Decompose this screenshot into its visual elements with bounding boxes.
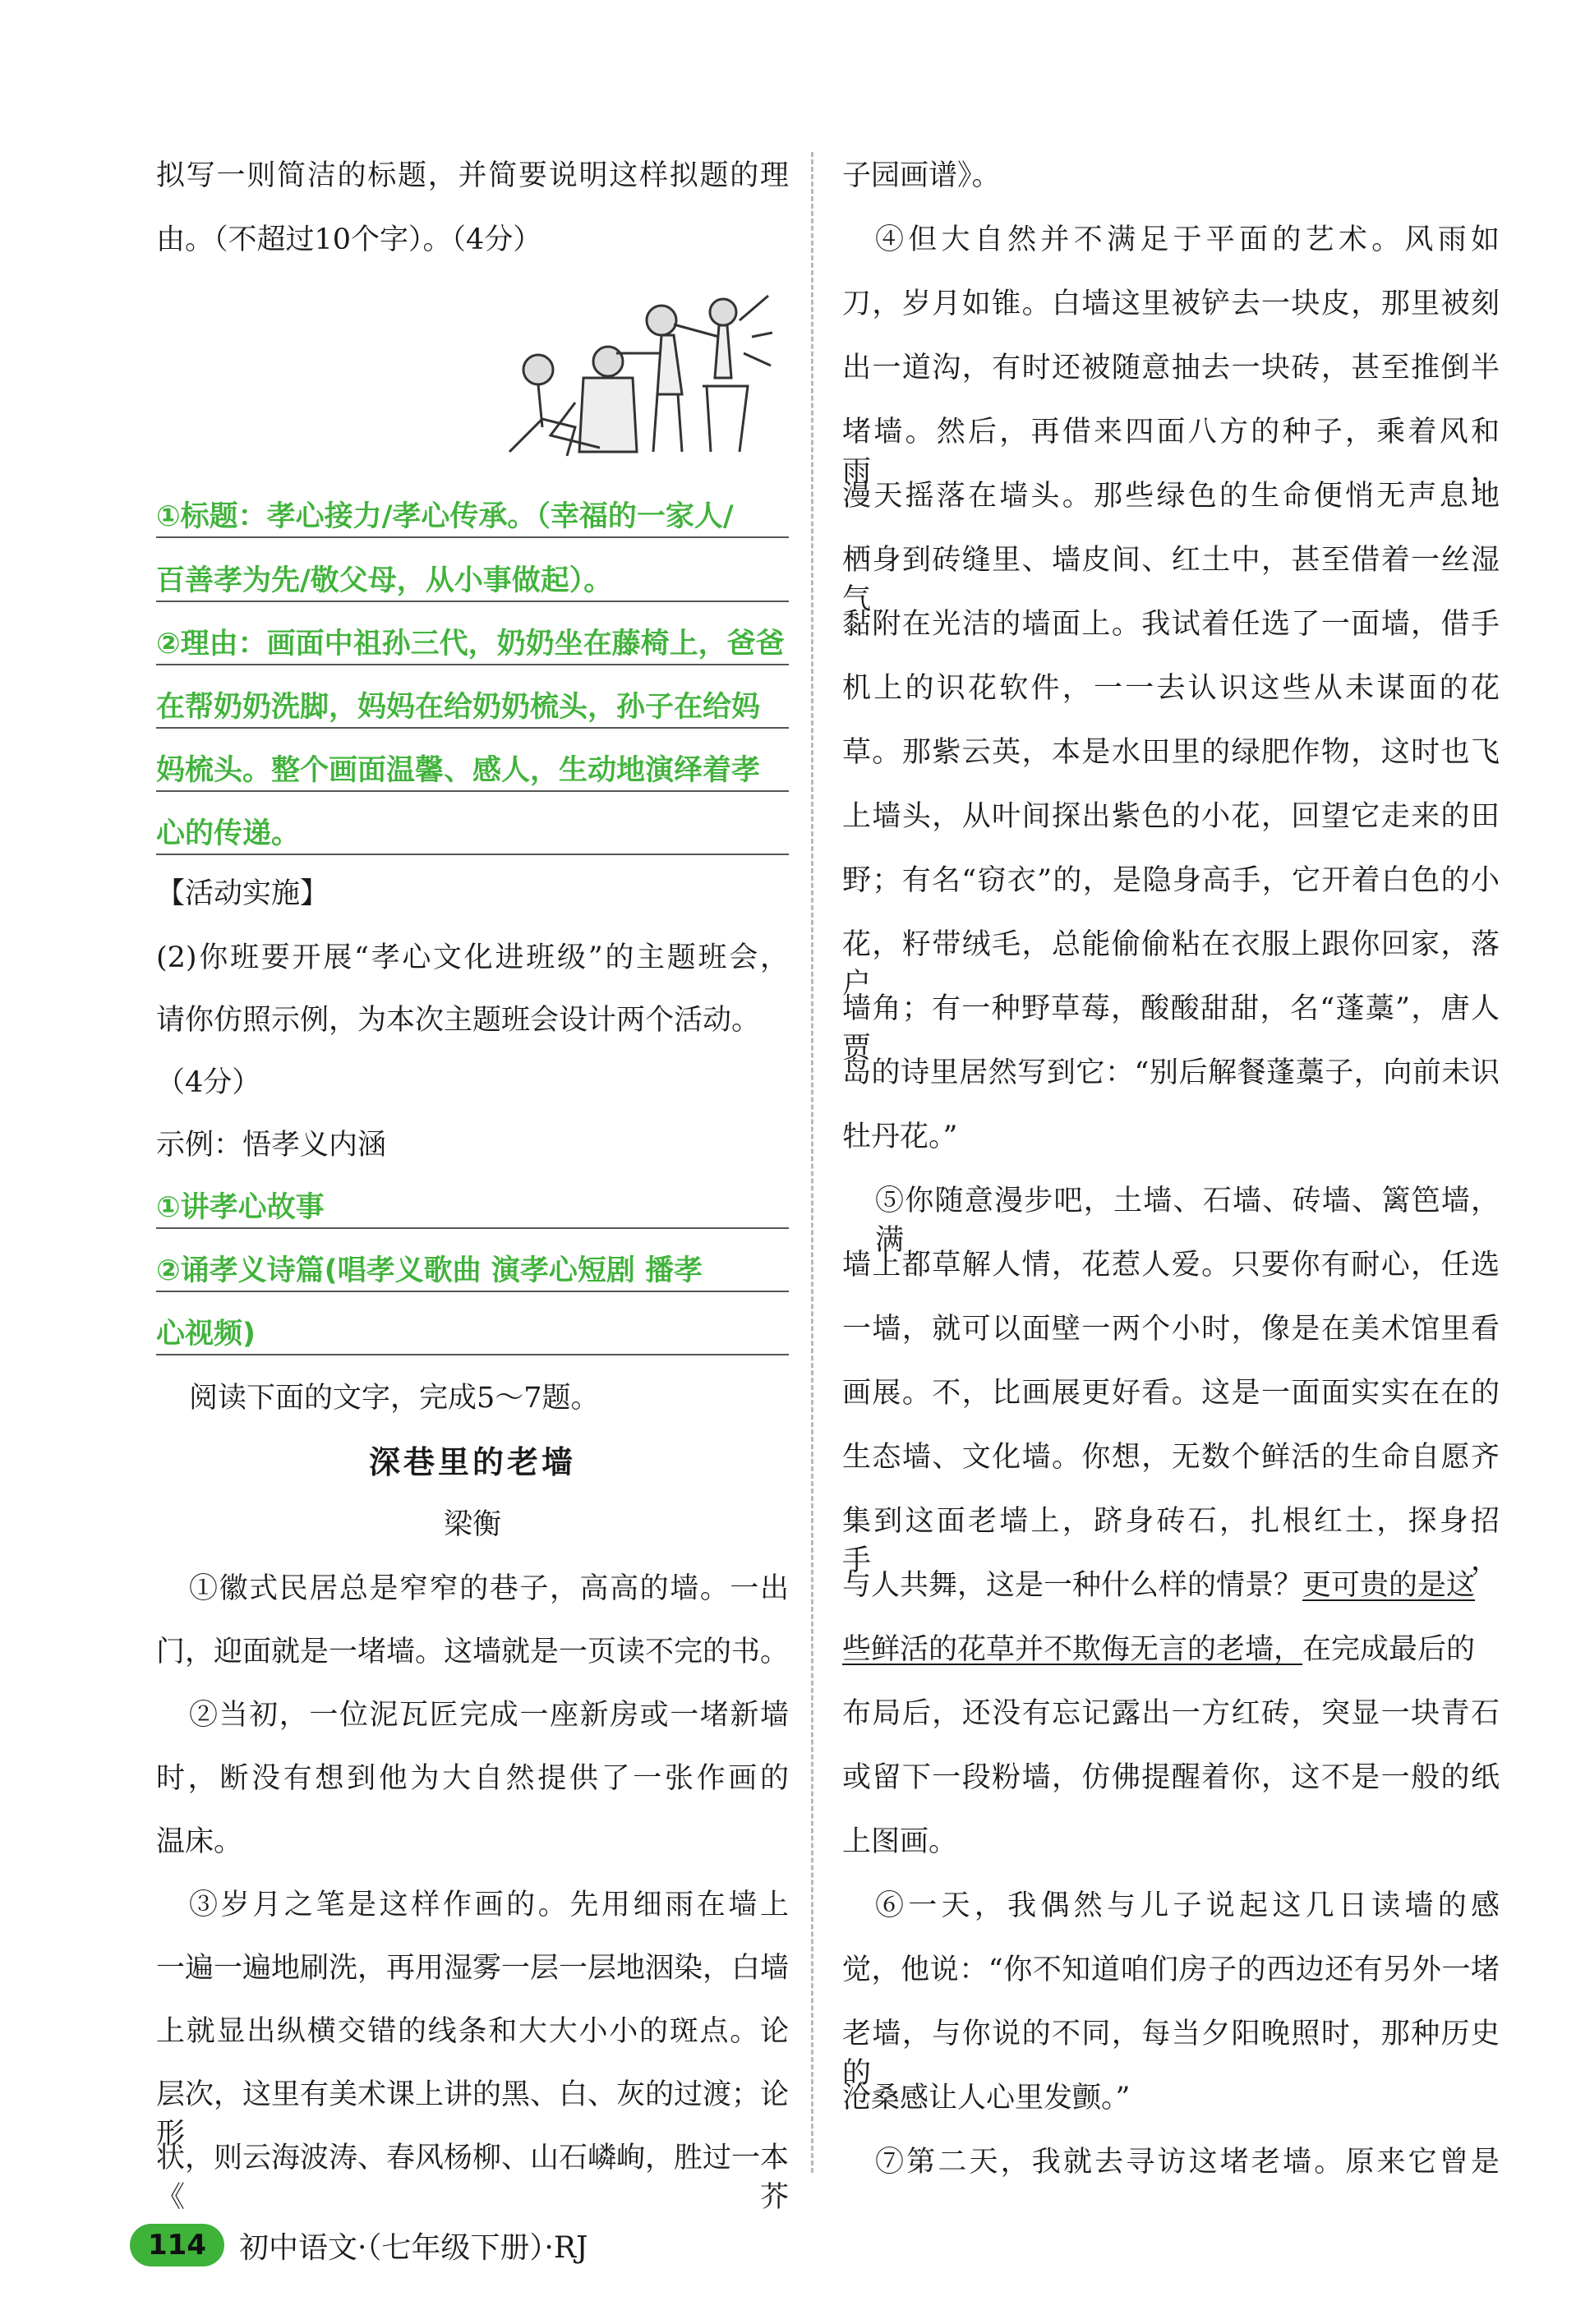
paragraph-line: 觉，他说：“你不知道咱们房子的西边还有另外一堵 bbox=[842, 1954, 1500, 1986]
paragraph-line: ④但大自然并不满足于平面的艺术。风雨如 bbox=[875, 223, 1500, 256]
underlined-sentence: 些鲜活的花草并不欺侮无言的老墙， bbox=[842, 1633, 1303, 1666]
answer-line: 妈梳头。整个画面温馨、感人，生动地演绎着孝 bbox=[156, 751, 789, 792]
paragraph-line: 时，断没有想到他为大自然提供了一张作画的 bbox=[156, 1762, 789, 1795]
paragraph-line: 生态墙、文化墙。你想，无数个鲜活的生命自愿齐 bbox=[842, 1441, 1500, 1474]
answer-line: ①讲孝心故事 bbox=[156, 1188, 789, 1229]
paragraph-line: ⑤你随意漫步吧，土墙、石墙、砖墙、篱笆墙，满 bbox=[875, 1185, 1500, 1257]
text-segment: 在完成最后的 bbox=[1302, 1633, 1476, 1666]
question-text: 拟写一则简洁的标题，并简要说明这样拟题的理 bbox=[156, 159, 789, 192]
paragraph-line: 草。那紫云英，本是水田里的绿肥作物，这时也飞 bbox=[842, 736, 1500, 769]
paragraph-line: 画展。不，比画展更好看。这是一面面实实在在的 bbox=[842, 1377, 1500, 1410]
paragraph-line: 层次，这里有美术课上讲的黑、白、灰的过渡；论形 bbox=[156, 2078, 790, 2151]
paragraph-line: 子园画谱》。 bbox=[842, 159, 1001, 192]
answer-line: ②诵孝义诗篇(唱孝义歌曲 演孝心短剧 播孝 bbox=[156, 1251, 789, 1292]
question-text: (2)你班要开展“孝心文化进班级”的主题班会， bbox=[156, 941, 789, 974]
paragraph-line: 堵墙。然后，再借来四面八方的种子，乘着风和雨， bbox=[842, 416, 1500, 488]
section-label: 【活动实施】 bbox=[156, 877, 329, 910]
page-number-badge: 114 bbox=[130, 2224, 224, 2266]
paragraph-line: 刀，岁月如锥。白墙这里被铲去一块皮，那里被刻 bbox=[842, 288, 1500, 320]
underlined-sentence: 更可贵的是这 bbox=[1302, 1569, 1476, 1602]
paragraph-line: 或留下一段粉墙，仿佛提醒着你，这不是一般的纸 bbox=[842, 1761, 1500, 1794]
page-footer bbox=[130, 2220, 588, 2270]
paragraph-line: 温床。 bbox=[156, 1825, 243, 1858]
paragraph-line: 老墙，与你说的不同，每当夕阳晚照时，那种历史的 bbox=[842, 2018, 1500, 2090]
paragraph-line: 漫天摇落在墙头。那些绿色的生命便悄无声息地 bbox=[842, 480, 1500, 513]
paragraph-line: 集到这面老墙上，跻身砖石，扎根红土，探身招手， bbox=[842, 1505, 1500, 1577]
article-author: 梁衡 bbox=[443, 1508, 501, 1541]
column-divider bbox=[811, 152, 813, 2173]
article-title: 深巷里的老墙 bbox=[368, 1443, 576, 1480]
reading-prompt: 阅读下面的文字，完成5～7题。 bbox=[189, 1382, 600, 1415]
paragraph-line bbox=[842, 1630, 1500, 1669]
paragraph-line: 出一道沟，有时还被随意抽去一块砖，甚至推倒半 bbox=[842, 352, 1500, 384]
paragraph-line: ①徽式民居总是窄窄的巷子，高高的墙。一出 bbox=[189, 1572, 789, 1605]
answer-line: 在帮奶奶洗脚，妈妈在给奶奶梳头，孙子在给妈 bbox=[156, 688, 789, 729]
paragraph-line: 野；有名“窃衣”的，是隐身高手，它开着白色的小 bbox=[842, 864, 1500, 897]
paragraph-line: 门，迎面就是一堵墙。这墙就是一页读不完的书。 bbox=[156, 1636, 790, 1668]
paragraph-line: 墙上都草解人情，花惹人爱。只要你有耐心，任选 bbox=[842, 1249, 1500, 1282]
answer-line: ①标题：孝心接力/孝心传承。（幸福的一家人/ bbox=[156, 497, 789, 538]
question-text: （4分） bbox=[156, 1066, 261, 1099]
paragraph-line bbox=[842, 1566, 1500, 1605]
answer-line: 心的传递。 bbox=[156, 814, 789, 855]
paragraph-line: 沧桑感让人心里发颤。” bbox=[842, 2082, 1131, 2115]
paragraph-line: ③岁月之笔是这样作画的。先用细雨在墙上 bbox=[189, 1889, 789, 1921]
paragraph-line: 状，则云海波涛、春风杨柳、山石嶙峋，胜过一本《芥 bbox=[156, 2142, 790, 2214]
paragraph-line: 岛的诗里居然写到它：“别后解餐蓬藁子，向前未识 bbox=[842, 1056, 1500, 1089]
book-title: 初中语文·（七年级下册）·RJ bbox=[238, 2230, 588, 2265]
paragraph-line: ②当初，一位泥瓦匠完成一座新房或一堵新墙 bbox=[189, 1699, 789, 1732]
question-text: 由。（不超过10个字）。（4分） bbox=[156, 223, 542, 256]
paragraph-line: 花，籽带绒毛，总能偷偷粘在衣服上跟你回家，落户 bbox=[842, 928, 1500, 1001]
text-segment: 与人共舞，这是一种什么样的情景？ bbox=[842, 1569, 1303, 1602]
paragraph-line: 墙角；有一种野草莓，酸酸甜甜，名“蓬藁”，唐人贾 bbox=[842, 992, 1500, 1065]
answer-line: 百善孝为先/敬父母，从小事做起）。 bbox=[156, 561, 789, 602]
paragraph-line: ⑥一天，我偶然与儿子说起这几日读墙的感 bbox=[875, 1889, 1500, 1922]
paragraph-line: 上就显出纵横交错的线条和大大小小的斑点。论 bbox=[156, 2015, 789, 2048]
paragraph-line: 上图画。 bbox=[842, 1825, 958, 1858]
paragraph-line: 机上的识花软件，一一去认识这些从未谋面的花 bbox=[842, 672, 1500, 705]
answer-line: 心视频) bbox=[156, 1314, 789, 1355]
paragraph-line: 栖身到砖缝里、墙皮间、红土中，甚至借着一丝湿气 bbox=[842, 544, 1500, 616]
question-text: 请你仿照示例，为本次主题班会设计两个活动。 bbox=[156, 1004, 761, 1037]
paragraph-line: ⑦第二天，我就去寻访这堵老墙。原来它曾是 bbox=[875, 2146, 1500, 2179]
paragraph-line: 一墙，就可以面壁一两个小时，像是在美术馆里看 bbox=[842, 1313, 1500, 1346]
paragraph-line: 牡丹花。” bbox=[842, 1121, 958, 1153]
question-example: 示例：悟孝义内涵 bbox=[156, 1129, 387, 1162]
answer-line: ②理由：画面中祖孙三代，奶奶坐在藤椅上，爸爸 bbox=[156, 624, 789, 665]
paragraph-line: 上墙头，从叶间探出紫色的小花，回望它走来的田 bbox=[842, 800, 1500, 833]
paragraph-line: 黏附在光洁的墙面上。我试着任选了一面墙，借手 bbox=[842, 608, 1500, 641]
paragraph-line: 一遍一遍地刷洗，再用湿雾一层一层地洇染，白墙 bbox=[156, 1952, 790, 1985]
family-illustration bbox=[493, 288, 772, 460]
paragraph-line: 布局后，还没有忘记露出一方红砖，突显一块青石 bbox=[842, 1697, 1500, 1730]
